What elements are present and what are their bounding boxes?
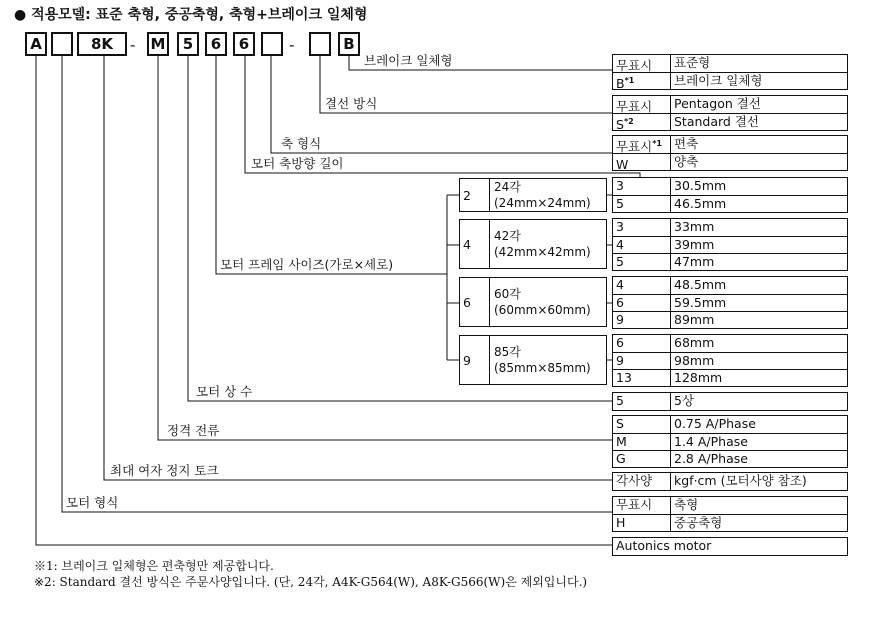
code-cell: 4 — [613, 277, 671, 294]
frame-desc: 24각 (24mm×24mm) — [494, 180, 591, 210]
frame-num: 6 — [460, 278, 490, 326]
table-length-85 — [612, 334, 848, 387]
label-shaft-type: 축 형식 — [281, 136, 322, 151]
page-title: ● 적용모델: 표준 축형, 중공축형, 축형+브레이크 일체형 — [14, 7, 368, 23]
label-motor-type: 모터 형식 — [66, 495, 119, 510]
table-row — [613, 497, 847, 514]
frame-desc: 42각 (42mm×42mm) — [494, 229, 591, 259]
code-dash-2: - — [289, 36, 295, 54]
desc-cell: 47mm — [674, 254, 715, 269]
code-cell: 무표시 — [613, 96, 671, 113]
table-motor-type — [612, 496, 848, 532]
frame-num: 9 — [460, 336, 490, 384]
frame-desc: 85각 (85mm×85mm) — [494, 345, 591, 375]
desc-cell: 68mm — [674, 335, 715, 350]
code-box-5: 5 — [177, 32, 199, 56]
table-row — [613, 450, 847, 467]
code-box-b: B — [338, 32, 360, 56]
frame-box-42 — [459, 219, 607, 269]
frame-box-24 — [459, 178, 607, 212]
code-cell: 3 — [613, 219, 671, 236]
code-box-6b: 6 — [233, 32, 255, 56]
code-cell: 3 — [613, 178, 671, 195]
frame-num: 2 — [460, 179, 490, 211]
table-torque — [612, 472, 848, 491]
code-cell: 각사양 — [613, 473, 671, 490]
table-row — [613, 178, 847, 195]
desc-cell: 브레이크 일체형 — [674, 73, 763, 88]
table-brake — [612, 54, 848, 90]
desc-cell: 33mm — [674, 219, 715, 234]
table-phase — [612, 392, 848, 411]
table-row — [613, 55, 847, 72]
table-row — [613, 352, 847, 369]
table-row — [613, 393, 847, 410]
desc-cell: 30.5mm — [674, 178, 727, 193]
table-row — [613, 113, 847, 130]
desc-cell: 89mm — [674, 312, 715, 327]
table-length-60 — [612, 276, 848, 329]
desc-cell: Standard 결선 — [674, 114, 759, 129]
table-row — [613, 335, 847, 352]
label-shaft-length: 모터 축방향 길이 — [251, 156, 344, 171]
table-length-24 — [612, 177, 848, 213]
table-row — [613, 311, 847, 328]
desc-cell: 128mm — [674, 370, 723, 385]
code-cell: S — [613, 416, 671, 433]
code-cell: 무표시$^{*1}$ — [613, 136, 671, 153]
table-row — [613, 538, 847, 555]
label-brake: 브레이크 일체형 — [364, 53, 453, 68]
code-cell: 6 — [613, 295, 671, 311]
code-cell: 9 — [613, 353, 671, 369]
table-row — [613, 277, 847, 294]
code-cell: H — [613, 515, 671, 531]
desc-cell: 축형 — [674, 497, 699, 512]
code-cell: $B^{*1}$ — [613, 73, 671, 89]
code-box-blank-1 — [51, 32, 73, 56]
desc-cell: 표준형 — [674, 55, 711, 70]
table-row — [613, 136, 847, 153]
code-dash-1: - — [130, 36, 136, 54]
code-cell: M — [613, 434, 671, 450]
code-cell: 5 — [613, 196, 671, 212]
desc-cell: Pentagon 결선 — [674, 96, 761, 111]
code-box-a: A — [25, 32, 47, 56]
table-connection — [612, 95, 848, 131]
desc-cell: 48.5mm — [674, 277, 727, 292]
table-row — [613, 473, 847, 490]
code-cell: W — [613, 154, 671, 170]
footnote-1: ※1: 브레이크 일체형은 편축형만 제공합니다. — [34, 559, 274, 573]
desc-cell: 46.5mm — [674, 196, 727, 211]
desc-cell: 98mm — [674, 353, 715, 368]
table-row — [613, 195, 847, 212]
table-length-42 — [612, 218, 848, 271]
table-row — [613, 514, 847, 531]
desc-cell: kgf·cm (모터사양 참조) — [674, 473, 807, 488]
label-torque: 최대 여자 정지 토크 — [110, 463, 219, 478]
table-row — [613, 153, 847, 170]
table-row — [613, 416, 847, 433]
code-cell: 5 — [613, 254, 671, 270]
code-box-blank-2 — [261, 32, 283, 56]
table-row — [613, 369, 847, 386]
code-cell: 5 — [613, 393, 671, 410]
desc-cell: 중공축형 — [674, 515, 723, 530]
table-shaft-type — [612, 135, 848, 171]
label-frame-size: 모터 프레임 사이즈(가로×세로) — [220, 257, 394, 272]
code-cell: 13 — [613, 370, 671, 386]
table-row — [613, 433, 847, 450]
code-box-8k: 8K — [77, 32, 127, 56]
desc-cell: 양축 — [674, 154, 699, 169]
label-current: 정격 전류 — [167, 423, 220, 438]
table-brand — [612, 537, 848, 556]
code-cell: G — [613, 451, 671, 467]
table-row — [613, 96, 847, 113]
desc-cell: 0.75 A/Phase — [674, 416, 756, 431]
frame-box-60 — [459, 277, 607, 327]
desc-cell: 5상 — [674, 393, 695, 408]
desc-cell: 2.8 A/Phase — [674, 451, 748, 466]
code-cell: 9 — [613, 312, 671, 328]
table-current — [612, 415, 848, 468]
code-cell: 6 — [613, 335, 671, 352]
table-row — [613, 253, 847, 270]
label-phase: 모터 상 수 — [196, 384, 253, 399]
code-cell: 4 — [613, 237, 671, 253]
table-row — [613, 236, 847, 253]
table-row — [613, 219, 847, 236]
frame-num: 4 — [460, 220, 490, 268]
desc-cell: 59.5mm — [674, 295, 727, 310]
code-box-m: M — [147, 32, 169, 56]
desc-cell: 1.4 A/Phase — [674, 434, 748, 449]
desc-cell: 편축 — [674, 136, 699, 151]
desc-cell: 39mm — [674, 237, 715, 252]
brand-text: Autonics motor — [616, 538, 712, 553]
code-box-6a: 6 — [205, 32, 227, 56]
frame-box-85 — [459, 335, 607, 385]
frame-desc: 60각 (60mm×60mm) — [494, 287, 591, 317]
table-row — [613, 72, 847, 89]
code-cell: $S^{*2}$ — [613, 114, 671, 130]
table-row — [613, 294, 847, 311]
code-cell: 무표시 — [613, 497, 671, 514]
code-box-blank-3 — [309, 32, 331, 56]
label-connection: 결선 방식 — [325, 96, 378, 111]
code-cell: 무표시 — [613, 55, 671, 72]
footnote-2: ※2: Standard 결선 방식은 주문사양입니다. (단, 24각, A4K-G564(W), A8K-G566(W)은 제외입니다.) — [34, 575, 588, 589]
